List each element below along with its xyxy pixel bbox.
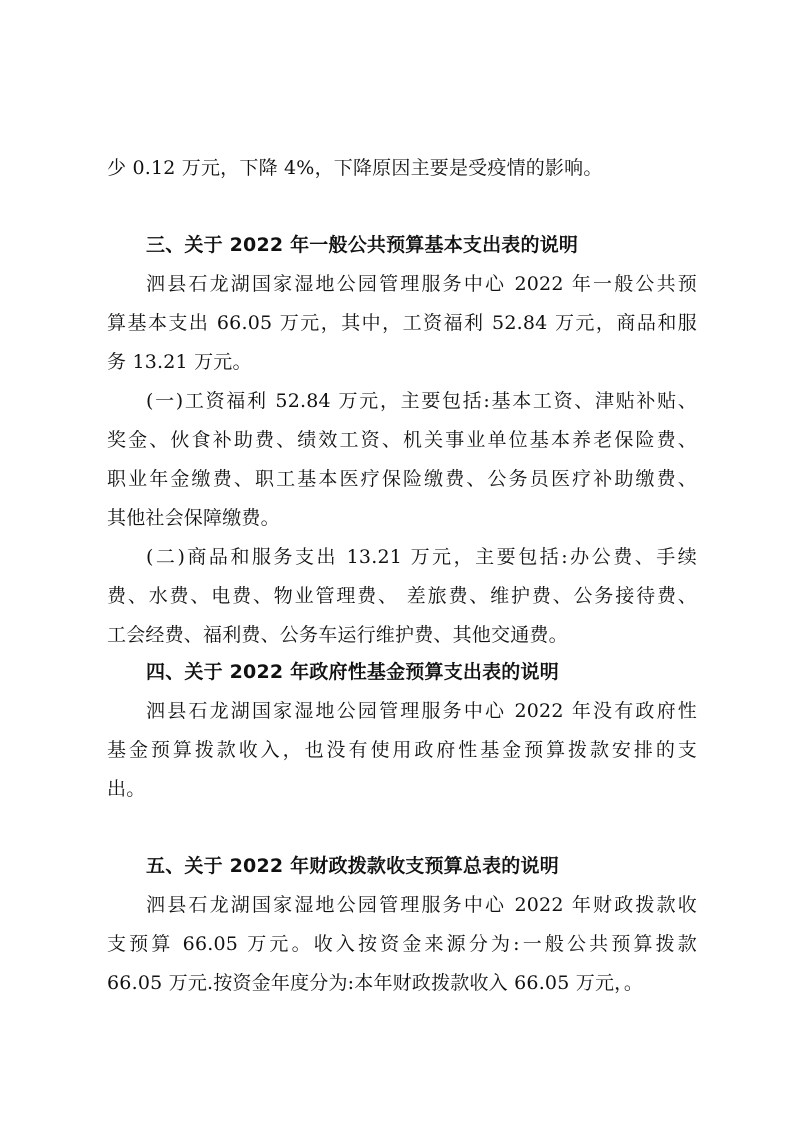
text-line: 基金预算拨款收入，也没有使用政府性基金预算拨款安排的支	[107, 739, 697, 761]
text-line: 费、水费、电费、物业管理费、 差旅费、维护费、公务接待费、	[107, 585, 697, 607]
text-line: 66.05 万元.按资金年度分为:本年财政拨款收入 66.05 万元，。	[107, 972, 644, 994]
section-heading: 五、关于 2022 年财政拨款收支预算总表的说明	[146, 855, 559, 877]
text-line: 支预算 66.05 万元。收入按资金来源分为:一般公共预算拨款	[107, 933, 697, 955]
text-line: 泗县石龙湖国家湿地公园管理服务中心 2022 年没有政府性	[146, 700, 697, 722]
text-line: (一)工资福利 52.84 万元，主要包括:基本工资、津贴补贴、	[146, 390, 697, 412]
text-line: 算基本支出 66.05 万元，其中，工资福利 52.84 万元，商品和服	[107, 312, 697, 334]
text-line: 工会经费、福利费、公务车运行维护费、其他交通费。	[107, 624, 568, 646]
text-line: 职业年金缴费、职工基本医疗保险缴费、公务员医疗补助缴费、	[107, 468, 697, 490]
text-line: 出。	[107, 778, 146, 800]
text-line: 泗县石龙湖国家湿地公园管理服务中心 2022 年一般公共预	[146, 273, 697, 295]
text-line: 其他社会保障缴费。	[107, 507, 280, 529]
text-line: 务 13.21 万元。	[107, 351, 252, 373]
text-line: 泗县石龙湖国家湿地公园管理服务中心 2022 年财政拨款收	[146, 894, 697, 916]
section-heading: 四、关于 2022 年政府性基金预算支出表的说明	[146, 661, 559, 683]
text-line: 奖金、伙食补助费、绩效工资、机关事业单位基本养老保险费、	[107, 429, 697, 451]
section-heading: 三、关于 2022 年一般公共预算基本支出表的说明	[146, 234, 579, 256]
text-line: 少 0.12 万元，下降 4%，下降原因主要是受疫情的影响。	[107, 157, 603, 179]
text-line: (二)商品和服务支出 13.21 万元，主要包括:办公费、手续	[146, 546, 697, 568]
